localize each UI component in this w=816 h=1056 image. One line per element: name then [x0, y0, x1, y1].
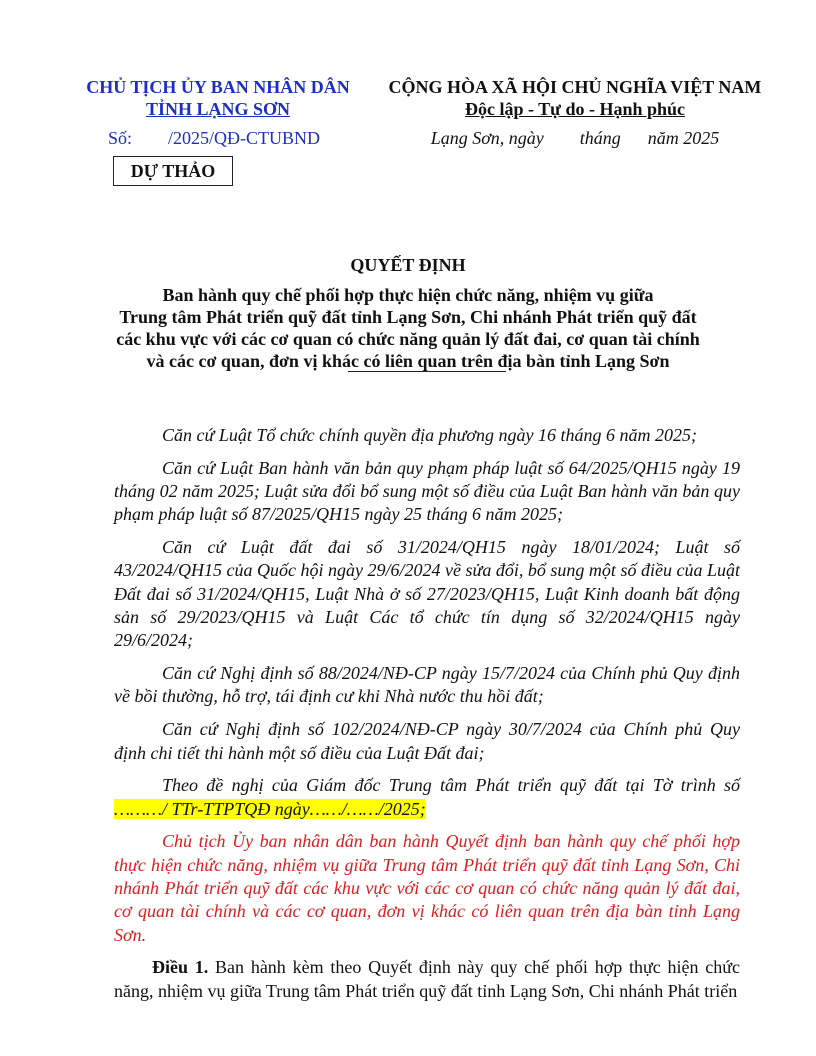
document-number: Số: /2025/QĐ-CTUBND	[108, 128, 321, 148]
article-1-label: Điều 1.	[152, 957, 209, 978]
enacting-clause: Chủ tịch Ủy ban nhân dân ban hành Quyết định ban hành quy chế phối hợp thực hiện chức năng, nhiệm vụ giữa Trung tâm Phát triển quỹ đất tỉnh Lạng Sơn, Chi nhánh Phát triển quỹ đất các khu vực với các cơ quan có chức năng quản lý đất đai, cơ quan tài chính và các cơ quan, đơn vị khác có liên quan trên địa bàn tỉnh Lạng Sơn.	[114, 831, 740, 945]
national-motto: Độc lập - Tự do - Hạnh phúc	[464, 99, 686, 119]
document-subtitle	[100, 284, 716, 372]
proposal-text: Theo đề nghị của Giám đốc Trung tâm Phát triển quỹ đất tại Tờ trình số	[162, 775, 740, 796]
issuing-agency	[70, 76, 366, 120]
proposal-paragraph	[114, 774, 740, 821]
legal-basis-paragraph: Căn cứ Luật đất đai số 31/2024/QH15 ngày 18/01/2024; Luật số 43/2024/QH15 của Quốc hội ngày 29/6/2024 về sửa đổi, bổ sung một số điều của Luật Đất đai số 31/2024/QH15, Luật Nhà ở số 27/2023/QH15, Luật Kinh doanh bất động sản số 29/2023/QH15 và Luật Các tổ chức tín dụng số 32/2024/QH15 ngày 29/6/2024;	[114, 537, 740, 651]
document-body	[114, 424, 740, 1013]
place-and-date: Lạng Sơn, ngày tháng năm 2025	[430, 128, 720, 148]
highlighted-placeholder: ………/ TTr-TTPTQĐ ngày……/……/2025;	[114, 798, 426, 819]
draft-stamp: DỰ THẢO	[113, 156, 233, 186]
subtitle-line: Trung tâm Phát triển quỹ đất tỉnh Lạng Sơn, Chi nhánh Phát triển quỹ đất	[119, 307, 697, 327]
agency-line-2: TỈNH LẠNG SƠN	[145, 99, 291, 119]
article-1-text: Ban hành kèm theo Quyết định này quy chế phối hợp thực hiện chức năng, nhiệm vụ giữa Trung tâm Phát triển quỹ đất tỉnh Lạng Sơn, Chi nhánh Phát triển	[114, 957, 741, 1001]
legal-basis-paragraph: Căn cứ Luật Ban hành văn bản quy phạm pháp luật số 64/2025/QH15 ngày 19 tháng 02 năm 2025; Luật sửa đổi bổ sung một số điều của Luật Ban hành văn bản quy phạm pháp luật số 87/2025/QH15 ngày 25 tháng 6 năm 2025;	[114, 457, 740, 525]
document-title: QUYẾT ĐỊNH	[350, 255, 466, 275]
subtitle-line: các khu vực với các cơ quan có chức năng quản lý đất đai, cơ quan tài chính	[116, 329, 700, 349]
subtitle-line: và các cơ quan, đơn vị khác có liên quan trên địa bàn tỉnh Lạng Sơn	[146, 351, 670, 371]
article-1	[114, 956, 740, 1003]
legal-basis-paragraph: Căn cứ Luật Tổ chức chính quyền địa phương ngày 16 tháng 6 năm 2025;	[162, 425, 698, 445]
legal-basis-paragraph: Căn cứ Nghị định số 88/2024/NĐ-CP ngày 15/7/2024 của Chính phủ Quy định về bồi thường, hỗ trợ, tái định cư khi Nhà nước thu hồi đất;	[114, 663, 740, 707]
legal-basis-paragraph: Căn cứ Nghị định số 102/2024/NĐ-CP ngày 30/7/2024 của Chính phủ Quy định chi tiết thi hành một số điều của Luật Đất đai;	[114, 719, 740, 763]
nation-name: CỘNG HÒA XÃ HỘI CHỦ NGHĨA VIỆT NAM	[388, 77, 762, 97]
title-divider	[348, 371, 506, 372]
agency-line-1: CHỦ TỊCH ỦY BAN NHÂN DÂN	[86, 77, 350, 97]
national-heading	[372, 76, 778, 120]
subtitle-line: Ban hành quy chế phối hợp thực hiện chức năng, nhiệm vụ giữa	[162, 285, 654, 305]
